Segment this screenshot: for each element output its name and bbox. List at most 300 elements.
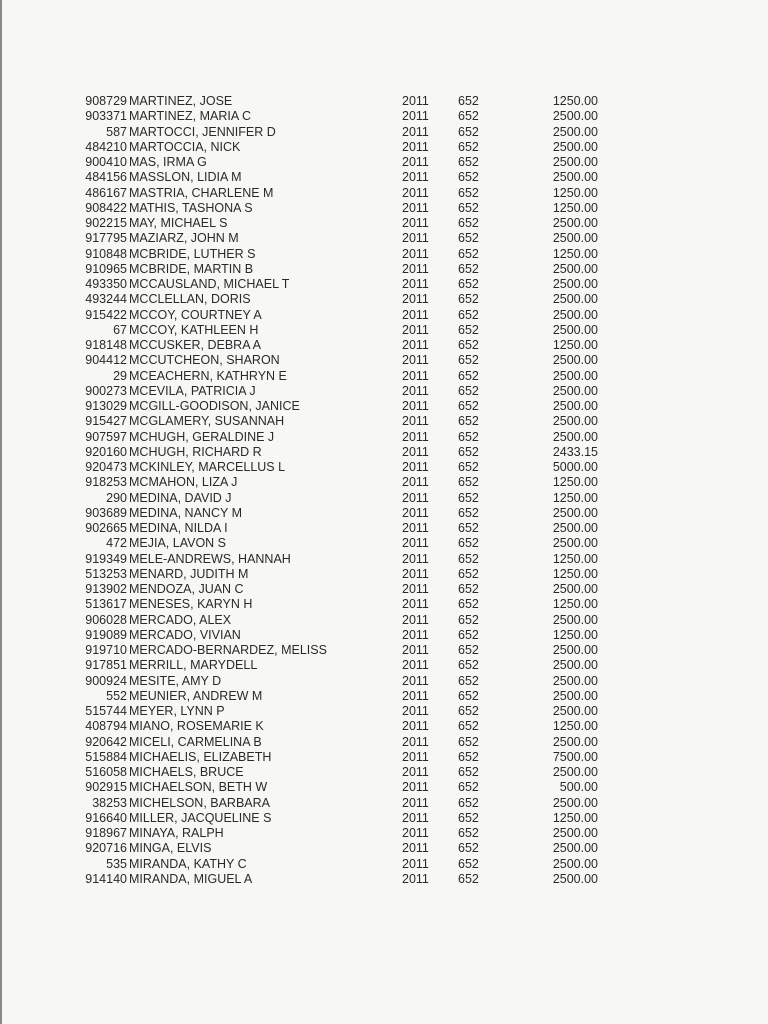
row-name: MEDINA, DAVID J	[129, 490, 232, 505]
table-row	[70, 140, 610, 155]
table-row	[70, 155, 610, 170]
row-amount: 2500.00	[552, 139, 598, 154]
row-id: 552	[106, 688, 127, 703]
row-id: 38253	[92, 795, 127, 810]
table-row	[70, 841, 610, 856]
table-row	[70, 719, 610, 734]
row-code: 652	[458, 673, 479, 688]
row-year: 2011	[402, 719, 429, 734]
row-id: 903371	[85, 109, 127, 124]
row-code: 652	[458, 383, 479, 398]
row-amount: 2500.00	[552, 612, 598, 627]
row-year: 2011	[402, 185, 429, 200]
row-code: 652	[458, 124, 479, 139]
row-id: 903689	[85, 505, 127, 520]
row-code: 652	[458, 582, 479, 596]
row-id: 900273	[85, 383, 127, 398]
table-row	[70, 170, 610, 185]
row-code: 652	[458, 871, 479, 886]
table-row	[70, 292, 610, 307]
row-amount: 2500.00	[552, 231, 598, 246]
row-id: 587	[106, 124, 127, 139]
row-code: 652	[458, 597, 479, 612]
row-year: 2011	[402, 490, 429, 505]
table-row	[70, 521, 610, 536]
row-code: 652	[458, 749, 479, 764]
row-year: 2011	[402, 856, 429, 871]
table-row	[70, 643, 610, 658]
row-name: MENESES, KARYN H	[129, 597, 253, 612]
row-name: MEUNIER, ANDREW M	[129, 688, 263, 703]
row-code: 652	[458, 521, 479, 535]
row-year: 2011	[402, 414, 429, 429]
row-name: MCCLELLAN, DORIS	[129, 292, 251, 307]
row-name: MCGLAMERY, SUSANNAH	[129, 414, 285, 429]
row-id: 67	[113, 322, 127, 337]
row-code: 652	[458, 139, 479, 154]
row-year: 2011	[402, 704, 429, 718]
row-amount: 2500.00	[552, 826, 598, 840]
row-amount: 2433.15	[552, 444, 598, 459]
row-amount: 1250.00	[552, 94, 598, 108]
row-id: 920716	[85, 841, 127, 856]
row-code: 652	[458, 292, 479, 307]
row-id: 472	[106, 536, 127, 551]
table-row	[70, 674, 610, 689]
table-row	[70, 750, 610, 765]
row-id: 484156	[85, 170, 127, 185]
row-id: 918967	[85, 826, 127, 840]
row-code: 652	[458, 643, 479, 657]
row-id: 486167	[85, 185, 127, 200]
table-row	[70, 735, 610, 750]
row-id: 902915	[85, 780, 127, 795]
row-id: 914140	[85, 871, 127, 886]
row-name: MAS, IRMA G	[129, 155, 207, 169]
row-name: MILLER, JACQUELINE S	[129, 810, 272, 825]
row-code: 652	[458, 429, 479, 444]
row-amount: 2500.00	[552, 277, 598, 291]
row-id: 920473	[85, 460, 127, 474]
row-year: 2011	[402, 688, 429, 703]
row-year: 2011	[402, 612, 429, 627]
row-code: 652	[458, 94, 479, 108]
row-name: MCMAHON, LIZA J	[129, 475, 238, 490]
row-name: MARTOCCIA, NICK	[129, 139, 241, 154]
row-id: 918253	[85, 475, 127, 490]
row-name: MCCUSKER, DEBRA A	[129, 338, 261, 352]
table-row	[70, 109, 610, 124]
row-code: 652	[458, 109, 479, 124]
table-row	[70, 582, 610, 597]
row-year: 2011	[402, 780, 429, 795]
table-row	[70, 811, 610, 826]
row-year: 2011	[402, 795, 429, 810]
row-id: 907597	[85, 429, 127, 444]
row-name: MICHAELIS, ELIZABETH	[129, 749, 272, 764]
row-amount: 2500.00	[552, 261, 598, 276]
row-name: MARTOCCI, JENNIFER D	[129, 124, 276, 139]
row-name: MIRANDA, KATHY C	[129, 856, 247, 871]
row-name: MIRANDA, MIGUEL A	[129, 871, 253, 886]
row-code: 652	[458, 216, 479, 230]
row-amount: 1250.00	[552, 597, 598, 612]
table-row	[70, 552, 610, 567]
row-amount: 2500.00	[552, 658, 598, 673]
row-amount: 2500.00	[552, 124, 598, 139]
row-name: MCBRIDE, LUTHER S	[129, 246, 256, 261]
row-id: 920160	[85, 444, 127, 459]
table-row	[70, 597, 610, 612]
row-code: 652	[458, 155, 479, 169]
row-id: 493244	[85, 292, 127, 307]
row-name: MCGILL-GOODISON, JANICE	[129, 399, 300, 413]
row-code: 652	[458, 414, 479, 429]
row-code: 652	[458, 810, 479, 825]
row-name: MESITE, AMY D	[129, 673, 222, 688]
table-row	[70, 94, 610, 109]
row-amount: 2500.00	[552, 353, 598, 368]
table-row	[70, 689, 610, 704]
row-amount: 2500.00	[552, 109, 598, 124]
row-name: MCHUGH, RICHARD R	[129, 444, 262, 459]
row-code: 652	[458, 688, 479, 703]
row-code: 652	[458, 490, 479, 505]
row-year: 2011	[402, 170, 429, 185]
row-amount: 1250.00	[552, 810, 598, 825]
row-amount: 2500.00	[552, 307, 598, 322]
row-name: MCCAUSLAND, MICHAEL T	[129, 277, 290, 291]
row-year: 2011	[402, 109, 429, 124]
row-code: 652	[458, 780, 479, 795]
row-name: MENDOZA, JUAN C	[129, 582, 244, 596]
row-name: MCCOY, COURTNEY A	[129, 307, 262, 322]
row-name: MARTINEZ, MARIA C	[129, 109, 252, 124]
row-amount: 1250.00	[552, 566, 598, 581]
table-row	[70, 491, 610, 506]
row-year: 2011	[402, 627, 429, 642]
row-year: 2011	[402, 566, 429, 581]
row-year: 2011	[402, 353, 429, 368]
row-year: 2011	[402, 368, 429, 383]
row-year: 2011	[402, 444, 429, 459]
table-row	[70, 338, 610, 353]
row-code: 652	[458, 231, 479, 246]
table-row	[70, 201, 610, 216]
row-id: 910848	[85, 246, 127, 261]
row-name: MEJIA, LAVON S	[129, 536, 227, 551]
row-code: 652	[458, 475, 479, 490]
row-amount: 2500.00	[552, 582, 598, 596]
row-id: 919089	[85, 627, 127, 642]
row-year: 2011	[402, 810, 429, 825]
row-year: 2011	[402, 155, 429, 169]
row-name: MICHELSON, BARBARA	[129, 795, 271, 810]
row-name: MASTRIA, CHARLENE M	[129, 185, 274, 200]
row-year: 2011	[402, 871, 429, 886]
table-row	[70, 445, 610, 460]
row-name: MERCADO, VIVIAN	[129, 627, 241, 642]
row-id: 484210	[85, 139, 127, 154]
row-amount: 1250.00	[552, 490, 598, 505]
row-year: 2011	[402, 124, 429, 139]
row-year: 2011	[402, 200, 429, 215]
row-amount: 7500.00	[552, 749, 598, 764]
row-year: 2011	[402, 521, 429, 535]
row-amount: 2500.00	[552, 399, 598, 413]
table-row	[70, 628, 610, 643]
row-year: 2011	[402, 841, 429, 856]
table-row	[70, 567, 610, 582]
row-code: 652	[458, 551, 479, 566]
row-name: MAY, MICHAEL S	[129, 216, 228, 230]
row-id: 919710	[85, 643, 127, 657]
row-code: 652	[458, 505, 479, 520]
row-name: MCCOY, KATHLEEN H	[129, 322, 259, 337]
row-id: 516058	[85, 765, 127, 779]
row-id: 902665	[85, 521, 127, 535]
row-amount: 2500.00	[552, 155, 598, 169]
table-row	[70, 506, 610, 521]
row-year: 2011	[402, 277, 429, 291]
row-amount: 1250.00	[552, 246, 598, 261]
row-id: 513253	[85, 566, 127, 581]
row-year: 2011	[402, 475, 429, 490]
row-year: 2011	[402, 551, 429, 566]
table-row	[70, 353, 610, 368]
table-row	[70, 308, 610, 323]
row-year: 2011	[402, 765, 429, 779]
table-row	[70, 765, 610, 780]
row-id: 904412	[85, 353, 127, 368]
table-row	[70, 247, 610, 262]
row-name: MIANO, ROSEMARIE K	[129, 719, 264, 734]
row-amount: 2500.00	[552, 673, 598, 688]
row-id: 913029	[85, 399, 127, 413]
row-year: 2011	[402, 734, 429, 749]
row-amount: 2500.00	[552, 414, 598, 429]
table-row	[70, 704, 610, 719]
row-code: 652	[458, 536, 479, 551]
row-id: 513617	[85, 597, 127, 612]
row-year: 2011	[402, 536, 429, 551]
row-code: 652	[458, 353, 479, 368]
row-name: MCBRIDE, MARTIN B	[129, 261, 254, 276]
row-amount: 2500.00	[552, 383, 598, 398]
row-name: MERCADO, ALEX	[129, 612, 232, 627]
table-row	[70, 399, 610, 414]
row-year: 2011	[402, 597, 429, 612]
row-amount: 2500.00	[552, 734, 598, 749]
row-id: 908422	[85, 200, 127, 215]
table-row	[70, 658, 610, 673]
row-name: MEDINA, NANCY M	[129, 505, 242, 520]
row-year: 2011	[402, 399, 429, 413]
row-amount: 2500.00	[552, 856, 598, 871]
page-edge	[0, 0, 2, 1024]
table-row	[70, 475, 610, 490]
row-id: 515744	[85, 704, 127, 718]
row-code: 652	[458, 734, 479, 749]
table-row	[70, 323, 610, 338]
row-year: 2011	[402, 292, 429, 307]
row-id: 408794	[85, 719, 127, 734]
row-year: 2011	[402, 322, 429, 337]
row-amount: 2500.00	[552, 216, 598, 230]
row-id: 906028	[85, 612, 127, 627]
row-code: 652	[458, 277, 479, 291]
row-code: 652	[458, 185, 479, 200]
row-amount: 2500.00	[552, 765, 598, 779]
row-id: 916640	[85, 810, 127, 825]
table-row	[70, 277, 610, 292]
row-name: MERRILL, MARYDELL	[129, 658, 258, 673]
row-name: MEYER, LYNN P	[129, 704, 225, 718]
row-amount: 2500.00	[552, 795, 598, 810]
row-amount: 2500.00	[552, 536, 598, 551]
row-name: MELE-ANDREWS, HANNAH	[129, 551, 291, 566]
row-name: MAZIARZ, JOHN M	[129, 231, 239, 246]
row-amount: 1250.00	[552, 719, 598, 734]
row-name: MARTINEZ, JOSE	[129, 94, 233, 108]
row-name: MCHUGH, GERALDINE J	[129, 429, 275, 444]
row-amount: 500.00	[559, 780, 598, 795]
row-code: 652	[458, 566, 479, 581]
row-year: 2011	[402, 429, 429, 444]
table-row	[70, 780, 610, 795]
row-year: 2011	[402, 246, 429, 261]
row-id: 915422	[85, 307, 127, 322]
row-code: 652	[458, 200, 479, 215]
records-table	[70, 94, 610, 887]
table-row	[70, 796, 610, 811]
row-year: 2011	[402, 582, 429, 596]
row-code: 652	[458, 719, 479, 734]
row-amount: 1250.00	[552, 200, 598, 215]
table-row	[70, 826, 610, 841]
row-year: 2011	[402, 383, 429, 398]
row-code: 652	[458, 307, 479, 322]
row-name: MASSLON, LIDIA M	[129, 170, 242, 185]
row-code: 652	[458, 261, 479, 276]
row-id: 902215	[85, 216, 127, 230]
row-amount: 5000.00	[552, 460, 598, 474]
table-row	[70, 430, 610, 445]
row-year: 2011	[402, 505, 429, 520]
row-code: 652	[458, 246, 479, 261]
table-row	[70, 216, 610, 231]
row-year: 2011	[402, 826, 429, 840]
row-id: 919349	[85, 551, 127, 566]
row-amount: 2500.00	[552, 170, 598, 185]
row-year: 2011	[402, 338, 429, 352]
row-code: 652	[458, 444, 479, 459]
row-amount: 2500.00	[552, 521, 598, 535]
row-amount: 2500.00	[552, 292, 598, 307]
row-name: MICHAELS, BRUCE	[129, 765, 244, 779]
row-year: 2011	[402, 643, 429, 657]
row-year: 2011	[402, 658, 429, 673]
row-amount: 1250.00	[552, 551, 598, 566]
row-amount: 2500.00	[552, 871, 598, 886]
row-code: 652	[458, 627, 479, 642]
row-id: 917851	[85, 658, 127, 673]
row-amount: 2500.00	[552, 704, 598, 718]
row-name: MCKINLEY, MARCELLUS L	[129, 460, 286, 474]
row-year: 2011	[402, 307, 429, 322]
row-name: MERCADO-BERNARDEZ, MELISS	[129, 643, 327, 657]
row-id: 913902	[85, 582, 127, 596]
row-amount: 2500.00	[552, 322, 598, 337]
row-amount: 1250.00	[552, 338, 598, 352]
table-row	[70, 536, 610, 551]
row-amount: 1250.00	[552, 627, 598, 642]
row-name: MENARD, JUDITH M	[129, 566, 249, 581]
row-amount: 2500.00	[552, 643, 598, 657]
row-code: 652	[458, 658, 479, 673]
row-id: 535	[106, 856, 127, 871]
row-code: 652	[458, 170, 479, 185]
row-code: 652	[458, 322, 479, 337]
row-year: 2011	[402, 139, 429, 154]
row-id: 908729	[85, 94, 127, 108]
row-code: 652	[458, 704, 479, 718]
table-row	[70, 872, 610, 887]
row-name: MCCUTCHEON, SHARON	[129, 353, 280, 368]
row-amount: 2500.00	[552, 505, 598, 520]
row-id: 910965	[85, 261, 127, 276]
row-id: 515884	[85, 749, 127, 764]
row-year: 2011	[402, 261, 429, 276]
table-row	[70, 186, 610, 201]
row-code: 652	[458, 856, 479, 871]
table-row	[70, 460, 610, 475]
table-row	[70, 384, 610, 399]
row-amount: 1250.00	[552, 185, 598, 200]
row-year: 2011	[402, 673, 429, 688]
row-year: 2011	[402, 231, 429, 246]
row-year: 2011	[402, 216, 429, 230]
row-name: MICELI, CARMELINA B	[129, 734, 262, 749]
row-code: 652	[458, 765, 479, 779]
row-id: 915427	[85, 414, 127, 429]
row-code: 652	[458, 368, 479, 383]
row-name: MCEACHERN, KATHRYN E	[129, 368, 287, 383]
row-id: 29	[113, 368, 127, 383]
row-name: MINAYA, RALPH	[129, 826, 224, 840]
table-row	[70, 369, 610, 384]
row-code: 652	[458, 399, 479, 413]
row-id: 917795	[85, 231, 127, 246]
row-id: 900924	[85, 673, 127, 688]
row-code: 652	[458, 612, 479, 627]
row-year: 2011	[402, 749, 429, 764]
table-row	[70, 857, 610, 872]
row-id: 920642	[85, 734, 127, 749]
row-amount: 1250.00	[552, 475, 598, 490]
row-year: 2011	[402, 94, 429, 108]
table-row	[70, 414, 610, 429]
row-name: MEDINA, NILDA I	[129, 521, 228, 535]
row-code: 652	[458, 338, 479, 352]
row-name: MICHAELSON, BETH W	[129, 780, 268, 795]
row-code: 652	[458, 841, 479, 856]
row-id: 493350	[85, 277, 127, 291]
row-amount: 2500.00	[552, 841, 598, 856]
row-name: MINGA, ELVIS	[129, 841, 212, 856]
row-amount: 2500.00	[552, 688, 598, 703]
row-amount: 2500.00	[552, 368, 598, 383]
